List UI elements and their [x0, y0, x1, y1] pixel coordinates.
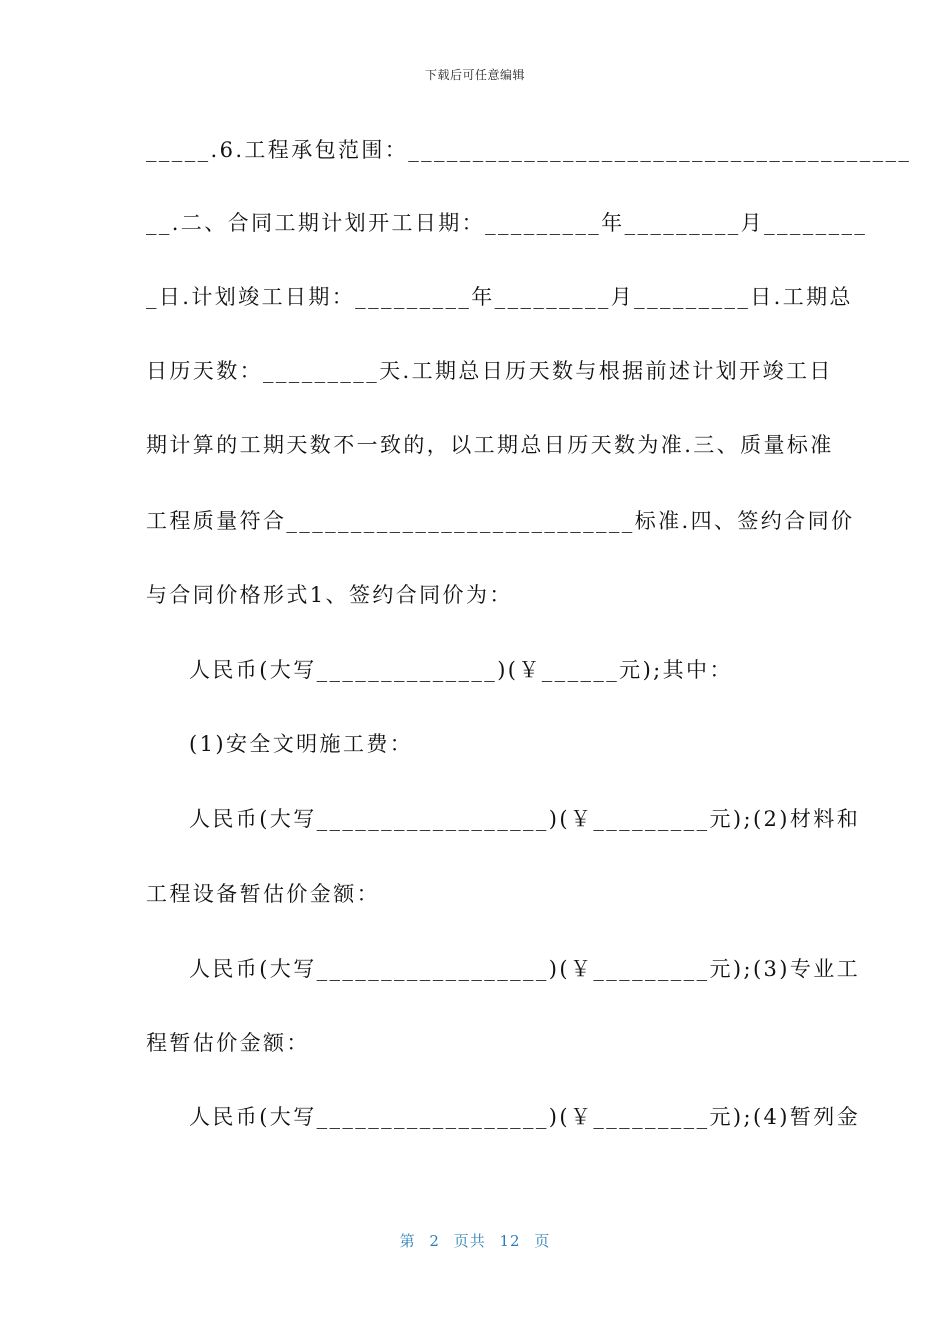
- text-line: 期计算的工期天数不一致的，以工期总日历天数为准.三、质量标准: [146, 433, 834, 457]
- text-line: 日历天数：_________天.工期总日历天数与根据前述计划开竣工日: [146, 359, 833, 383]
- text-line: 工程设备暂估价金额：: [146, 882, 380, 906]
- text-line: _日.计划竣工日期：_________年_________月_________日.工期总: [146, 285, 853, 309]
- text-line: 人民币(大写__________________)(￥_________元);(3)专业工: [189, 957, 861, 981]
- text-line: 人民币(大写__________________)(￥_________元);(4)暂列金: [189, 1105, 861, 1129]
- text-line: 程暂估价金额：: [146, 1031, 310, 1055]
- text-line: 工程质量符合___________________________标准.四、签约合同价: [146, 509, 855, 533]
- text-line: 与合同价格形式1、签约合同价为：: [146, 583, 513, 607]
- text-line: __.二、合同工期计划开工日期：_________年_________月________: [146, 211, 868, 235]
- text-line: _____.6.工程承包范围：_______________________________________: [146, 138, 912, 162]
- text-line: 人民币(大写______________)(￥______元);其中：: [189, 658, 733, 682]
- page-header: 下载后可任意编辑: [424, 68, 525, 82]
- text-line: (1)安全文明施工费：: [189, 732, 414, 756]
- page-footer: 第 2 页共 12 页: [399, 1232, 551, 1250]
- text-line: 人民币(大写__________________)(￥_________元);(2)材料和: [189, 807, 861, 831]
